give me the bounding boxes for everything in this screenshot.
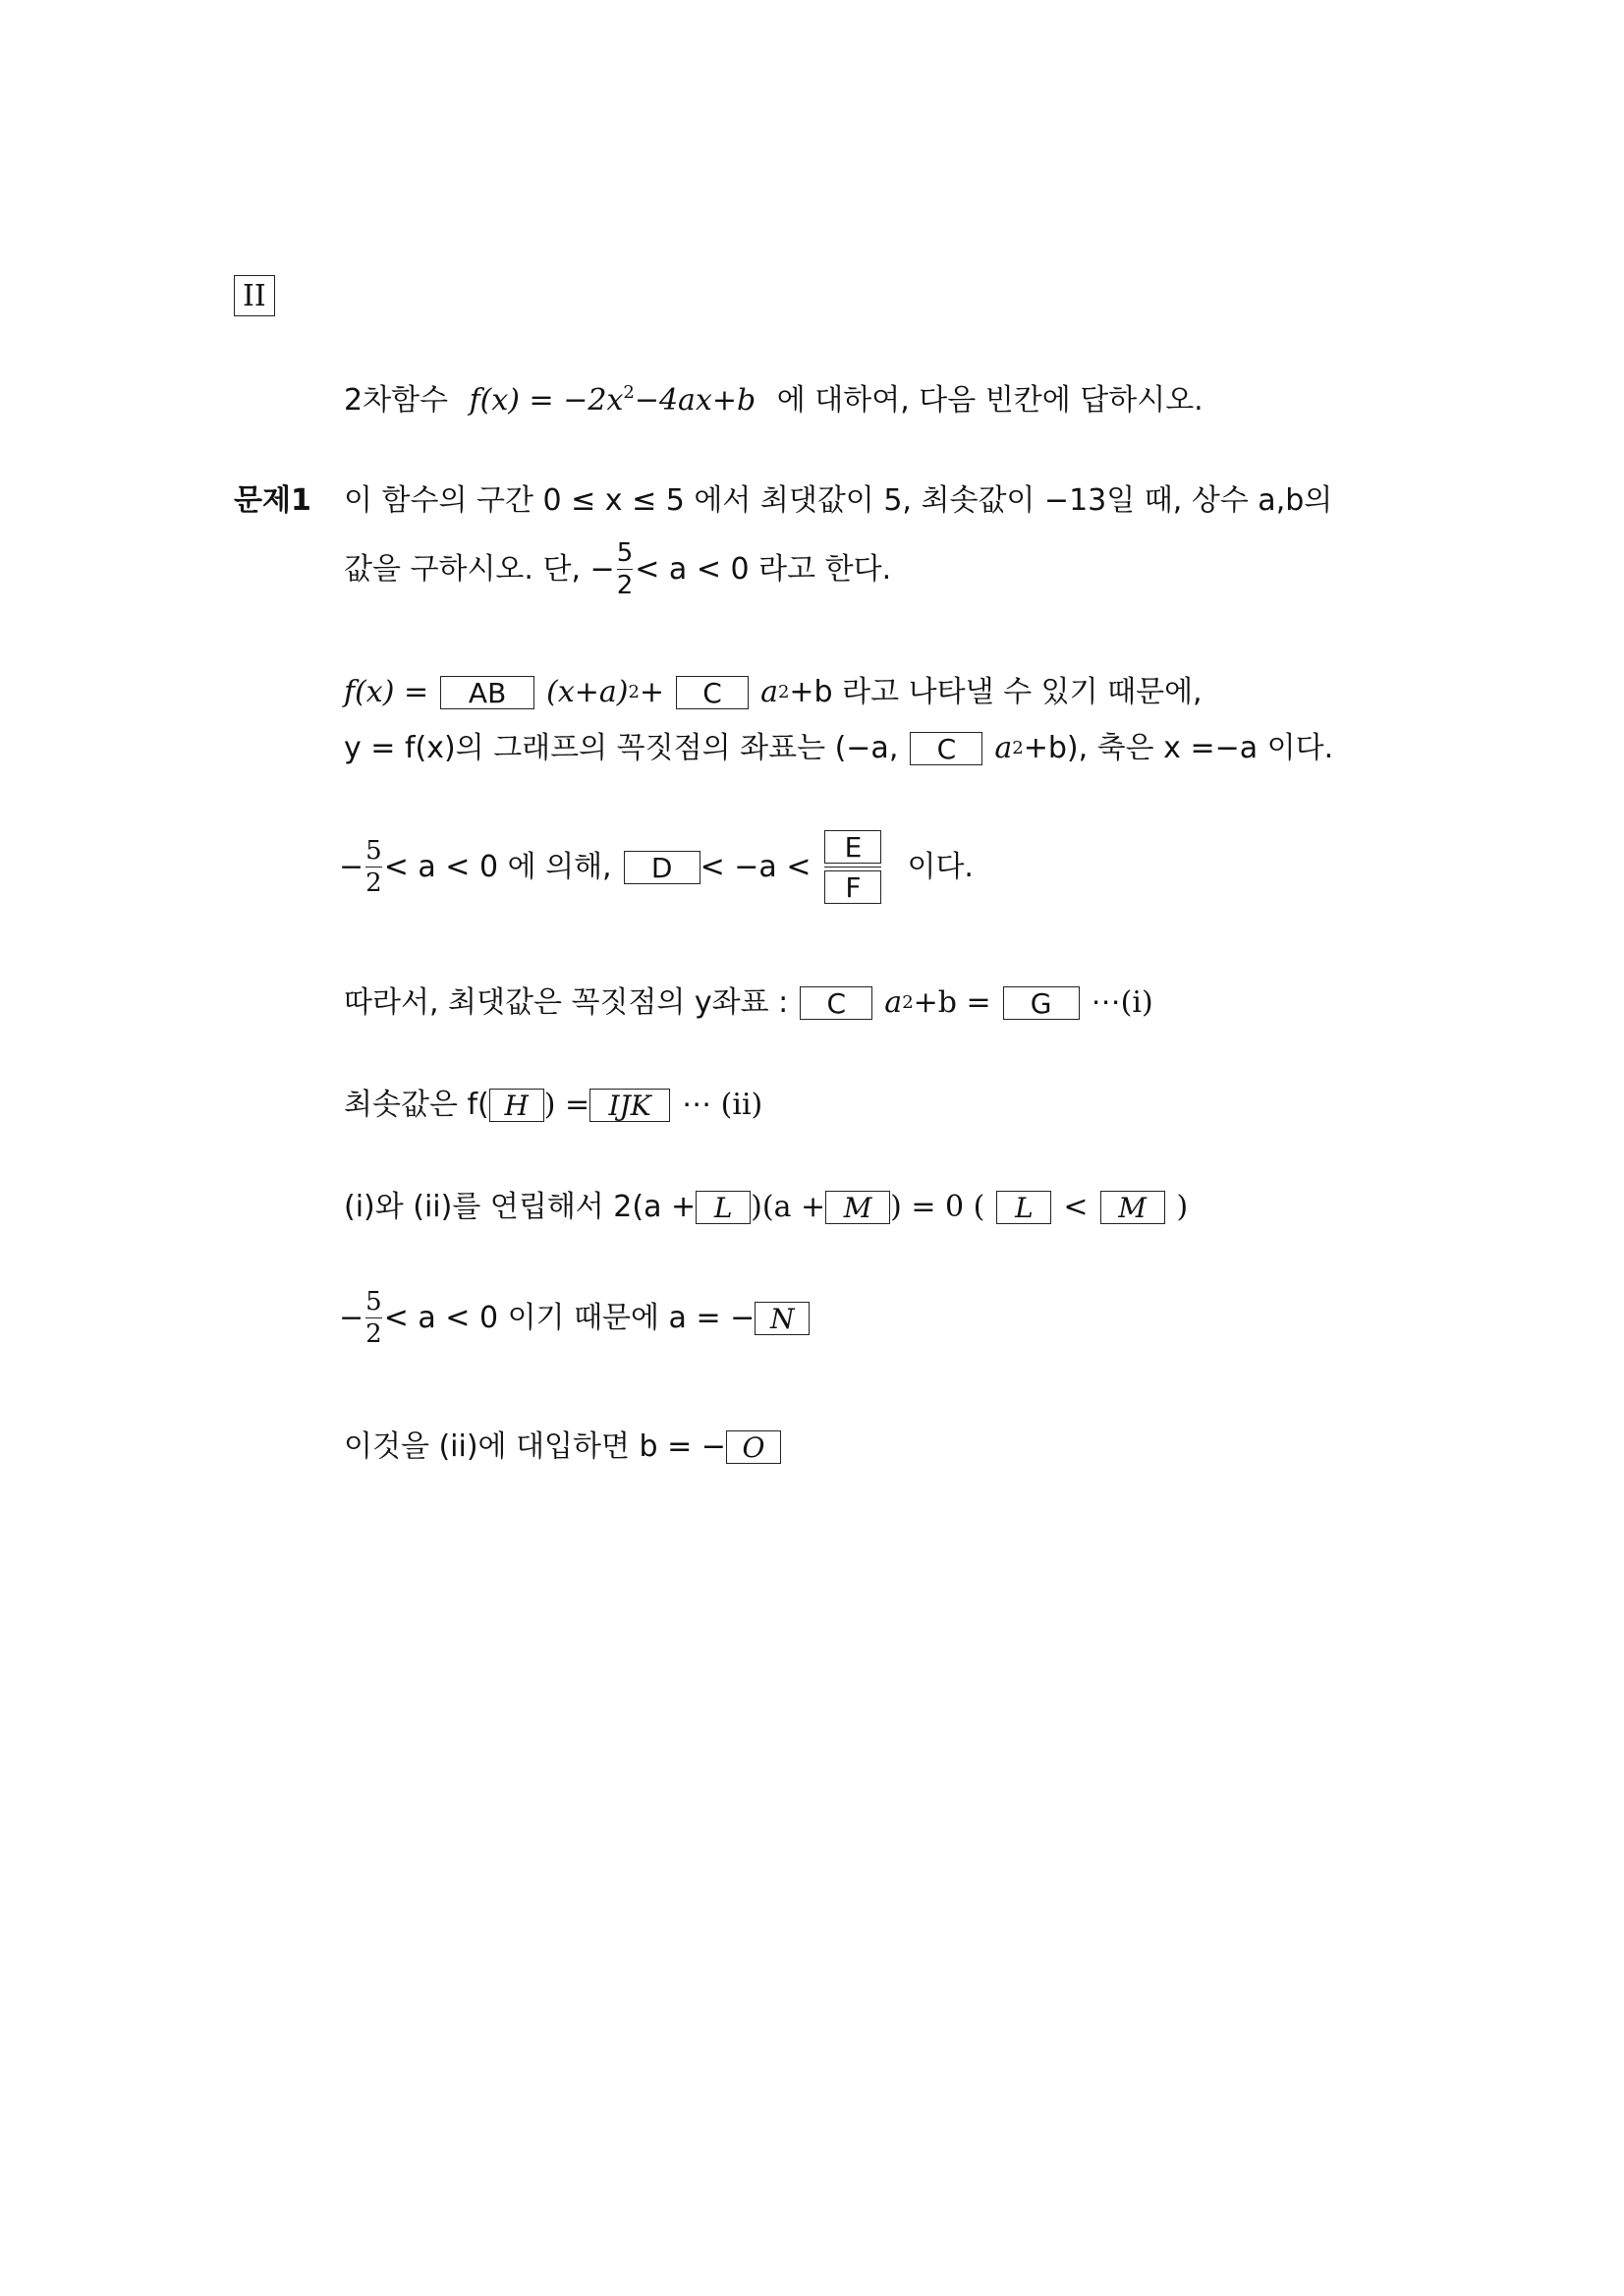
blank-box-M[interactable]: M [825, 1191, 890, 1224]
step3-text-1: < a < 0 에 의해, [383, 849, 612, 884]
step5-line [344, 1089, 762, 1122]
fraction [617, 540, 634, 598]
step5-text-1: 최솟값은 f( [344, 1088, 489, 1122]
blank-box-D[interactable]: D [624, 851, 700, 884]
step3-text-3: 이다. [907, 849, 974, 884]
blank-box-C[interactable]: C [800, 986, 872, 1020]
blank-box-N[interactable]: N [755, 1302, 810, 1335]
blank-box-C[interactable]: C [676, 676, 749, 709]
fraction-numerator: 5 [616, 538, 634, 568]
fraction-numerator: 5 [365, 1287, 382, 1316]
blank-box-H[interactable]: H [489, 1089, 544, 1122]
step1-text-5: +b 라고 나타낼 수 있기 때문에, [789, 675, 1203, 709]
fraction [365, 838, 382, 896]
step7-minus: − [339, 1300, 364, 1335]
intro-text-2: 에 대하여, 다음 빈칸에 답하시오. [776, 383, 1204, 418]
step6-text-1: (i)와 (ii)를 연립해서 2(a + [344, 1190, 697, 1224]
step4-text-2: a [884, 985, 903, 1020]
intro-line [344, 382, 1204, 418]
step5-text-2: ) = [543, 1088, 590, 1122]
step1-text-1: f(x) = [344, 675, 429, 709]
step1-line: f(x) = AB (x+a) 2 + C a 2 +b 라고 나타낼 수 있기 때문에, [344, 675, 1203, 709]
intro-function-rest: −4ax+b [634, 383, 756, 418]
step3-line [339, 830, 974, 904]
problem-line-2b: < a < 0 라고 한다. [635, 551, 892, 587]
step2-line: y = f(x)의 그래프의 꼭짓점의 좌표는 (−a, C a 2 +b), 축은 x =−a 이다. [344, 731, 1334, 765]
fraction [365, 1289, 382, 1347]
intro-function: f(x) = −2x [469, 383, 624, 418]
fraction-denominator: 2 [365, 1319, 382, 1349]
blank-box-L[interactable]: L [996, 1191, 1051, 1224]
step7-text-1: < a < 0 이기 때문에 a = − [383, 1300, 756, 1335]
step6-line [344, 1191, 1188, 1224]
fraction-numerator: 5 [365, 836, 382, 866]
fraction-denominator: 2 [616, 571, 634, 600]
blank-box-C[interactable]: C [910, 732, 982, 765]
problem-line-1: 이 함수의 구간 0 ≤ x ≤ 5 에서 최댓값이 5, 최솟값이 −13일 때, 상수 a,b의 [344, 483, 1333, 518]
intro-exponent: 2 [623, 382, 635, 403]
problem-line-2a: 값을 구하시오. 단, − [344, 551, 615, 587]
blank-box-AB[interactable]: AB [440, 676, 534, 709]
step3-minus: − [339, 849, 364, 884]
step4-text-1: 따라서, 최댓값은 꼭짓점의 y좌표 : [344, 985, 789, 1020]
blank-box-O[interactable]: O [726, 1430, 781, 1464]
step5-text-3: ⋯ (ii) [682, 1088, 763, 1122]
step7-line [339, 1289, 810, 1347]
step8-line [344, 1430, 781, 1464]
problem-label: 문제1 [234, 483, 311, 518]
intro-text-1: 2차함수 [344, 383, 449, 418]
step6-text-2: )(a + [751, 1190, 826, 1224]
step2-text-3: +b), 축은 x =−a 이다. [1023, 731, 1334, 765]
step1-text-2: (x+a) [546, 675, 629, 709]
step4-text-3: +b = [913, 985, 991, 1020]
blank-box-G[interactable]: G [1003, 986, 1080, 1020]
blank-box-F[interactable]: F [824, 870, 881, 904]
step6-text-5: ) [1176, 1190, 1189, 1224]
step2-text-1: y = f(x)의 그래프의 꼭짓점의 좌표는 (−a, [344, 731, 899, 765]
blank-box-M[interactable]: M [1100, 1191, 1165, 1224]
step4-line: 따라서, 최댓값은 꼭짓점의 y좌표 : C a 2 +b = G ⋯(i) [344, 985, 1153, 1020]
problem-line-2 [344, 540, 891, 598]
blank-box-L[interactable]: L [696, 1191, 751, 1224]
step3-text-2: < −a < [700, 849, 812, 884]
blank-box-E[interactable]: E [824, 830, 881, 864]
step6-text-4: < [1063, 1190, 1089, 1224]
step1-text-4: a [760, 675, 778, 709]
blank-box-IJK[interactable]: IJK [589, 1089, 670, 1122]
step4-text-4: ⋯(i) [1091, 985, 1153, 1020]
step2-text-2: a [994, 731, 1013, 765]
fraction-denominator: 2 [365, 868, 382, 898]
fraction-boxes [824, 830, 881, 904]
section-label: II [234, 275, 275, 316]
step6-text-3: ) = 0 ( [890, 1190, 985, 1224]
step8-text-1: 이것을 (ii)에 대입하면 b = − [344, 1429, 726, 1464]
step1-text-3: + [639, 675, 665, 709]
